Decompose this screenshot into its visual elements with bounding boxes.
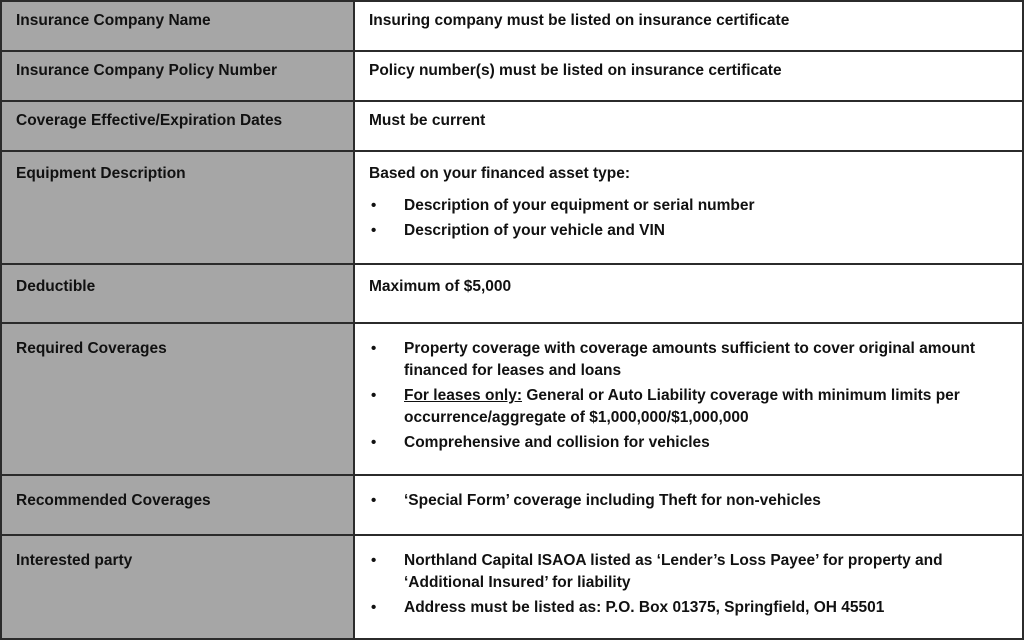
bullet-list bbox=[369, 550, 1012, 619]
table-row bbox=[1, 535, 1023, 639]
row-value: Policy number(s) must be listed on insurance certificate bbox=[354, 51, 1023, 101]
bullet-icon: • bbox=[371, 434, 377, 451]
bullet-list bbox=[369, 195, 1012, 242]
table-row bbox=[1, 101, 1023, 151]
bullet-icon: • bbox=[371, 222, 377, 239]
list-item-text: Northland Capital ISAOA listed as ‘Lender’s Loss Payee’ for property and ‘Additional Insured’ for liability bbox=[404, 552, 943, 591]
list-item bbox=[369, 597, 1012, 619]
list-item bbox=[369, 195, 1012, 217]
row-value: Maximum of $5,000 bbox=[354, 264, 1023, 323]
leases-only-prefix: For leases only: bbox=[404, 387, 523, 404]
list-item-text: Description of your vehicle and VIN bbox=[404, 222, 665, 239]
list-item-text: ‘Special Form’ coverage including Theft for non-vehicles bbox=[404, 492, 821, 509]
list-item bbox=[369, 432, 1012, 454]
bullet-list bbox=[369, 338, 1012, 454]
table-row bbox=[1, 323, 1023, 475]
table-row bbox=[1, 151, 1023, 264]
row-label: Required Coverages bbox=[1, 323, 354, 475]
bullet-icon: • bbox=[371, 340, 377, 357]
table-row bbox=[1, 264, 1023, 323]
row-label: Insurance Company Name bbox=[1, 1, 354, 51]
list-item-text: Property coverage with coverage amounts sufficient to cover original amount financed for leases and loans bbox=[404, 340, 976, 379]
list-item bbox=[369, 220, 1012, 242]
table-row bbox=[1, 475, 1023, 535]
list-item bbox=[369, 490, 1012, 512]
list-item bbox=[369, 550, 1012, 594]
bullet-icon: • bbox=[371, 599, 377, 616]
table-row bbox=[1, 51, 1023, 101]
bullet-list bbox=[369, 490, 1012, 512]
row-value bbox=[354, 151, 1023, 264]
row-value: Must be current bbox=[354, 101, 1023, 151]
row-value: Insuring company must be listed on insurance certificate bbox=[354, 1, 1023, 51]
row-label: Coverage Effective/Expiration Dates bbox=[1, 101, 354, 151]
row-value bbox=[354, 475, 1023, 535]
bullet-icon: • bbox=[371, 197, 377, 214]
list-item-text: Description of your equipment or serial number bbox=[404, 197, 755, 214]
asset-type-intro: Based on your financed asset type: bbox=[369, 165, 630, 182]
row-value bbox=[354, 535, 1023, 639]
list-item-text: General or Auto Liability coverage with minimum limits per occurrence/aggregate of $1,000,000/$1,000,000 bbox=[404, 387, 960, 426]
row-label: Recommended Coverages bbox=[1, 475, 354, 535]
row-label: Interested party bbox=[1, 535, 354, 639]
bullet-icon: • bbox=[371, 492, 377, 509]
list-item bbox=[369, 385, 1012, 429]
table-row bbox=[1, 1, 1023, 51]
row-value bbox=[354, 323, 1023, 475]
row-label: Deductible bbox=[1, 264, 354, 323]
row-label: Insurance Company Policy Number bbox=[1, 51, 354, 101]
list-item-text: Address must be listed as: P.O. Box 01375, Springfield, OH 45501 bbox=[404, 599, 885, 616]
list-item-text: Comprehensive and collision for vehicles bbox=[404, 434, 710, 451]
bullet-icon: • bbox=[371, 552, 377, 569]
list-item bbox=[369, 338, 1012, 382]
row-label: Equipment Description bbox=[1, 151, 354, 264]
bullet-icon: • bbox=[371, 387, 377, 404]
